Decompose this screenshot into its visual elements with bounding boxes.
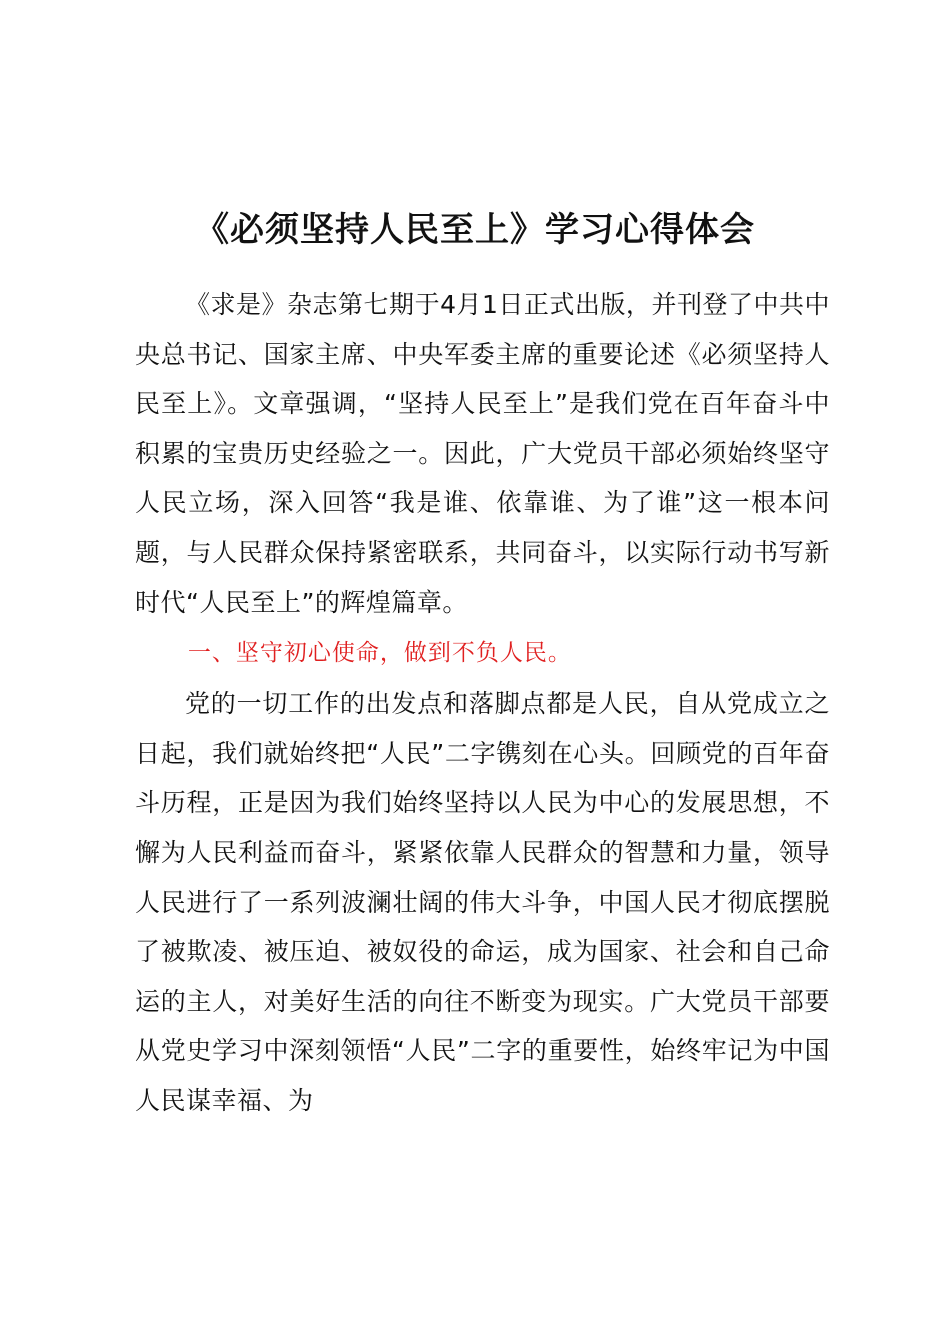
section-heading: 一、坚守初心使命，做到不负人民。 [187, 640, 572, 667]
document-body [135, 280, 830, 1126]
section-paragraph: 党的一切工作的出发点和落脚点都是人民，自从党成立之日起，我们就始终把“人民”二字镌刻在心头。回顾党的百年奋斗历程，正是因为我们始终坚持以人民为中心的发展思想，不懈为人民利益而奋斗，紧紧依靠人民群众的智慧和力量，领导人民进行了一系列波澜壮阔的伟大斗争，中国人民才彻底摆脱了被欺凌、被压迫、被奴役的命运，成为国家、社会和自己命运的主人，对美好生活的向往不断变为现实。广大党员干部要从党史学习中深刻领悟“人民”二字的重要性，始终牢记为中国人民谋幸福、为 [135, 689, 830, 1115]
document-title: 《必须坚持人民至上》学习心得体会 [195, 210, 755, 250]
intro-paragraph: 《求是》杂志第七期于4月1日正式出版，并刊登了中共中央总书记、国家主席、中央军委主席的重要论述《必须坚持人民至上》。文章强调，“坚持人民至上”是我们党在百年奋斗中积累的宝贵历史经验之一。因此，广大党员干部必须始终坚守人民立场，深入回答“我是谁、依靠谁、为了谁”这一根本问题，与人民群众保持紧密联系，共同奋斗，以实际行动书写新时代“人民至上”的辉煌篇章。 [135, 290, 830, 617]
